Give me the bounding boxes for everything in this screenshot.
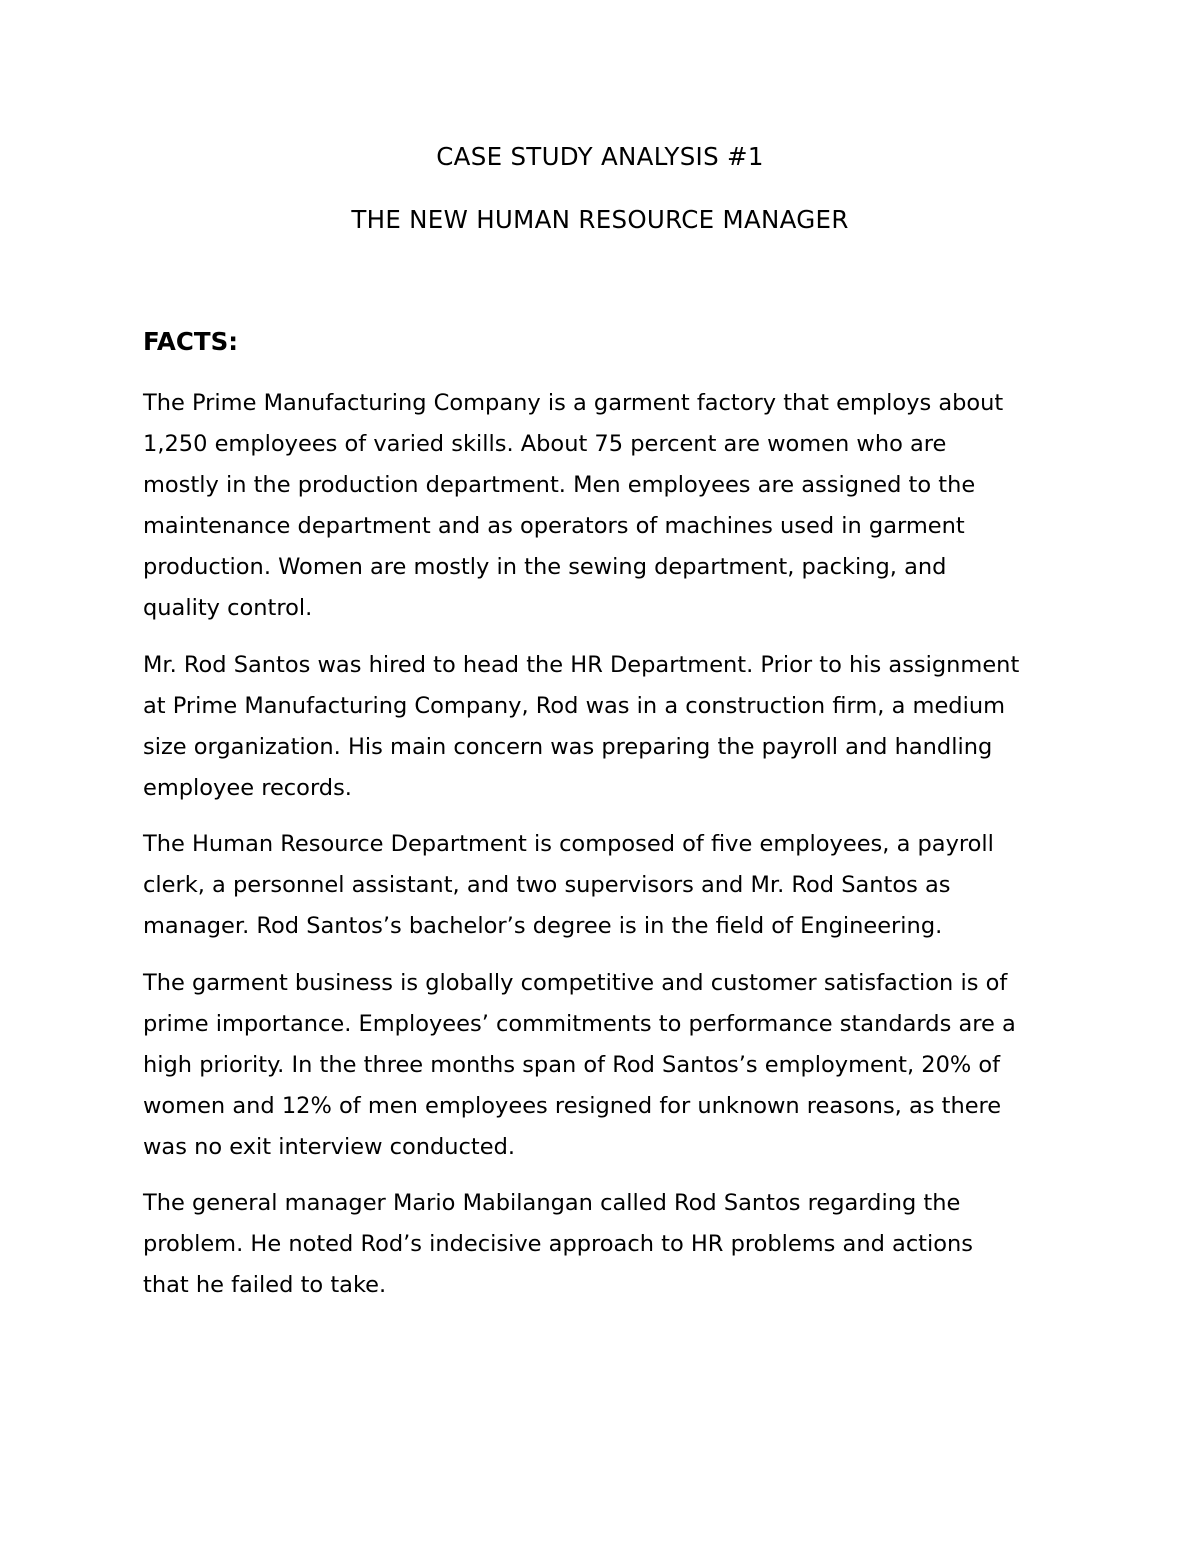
paragraph-hr-department [143,824,1078,947]
paragraph-line: that he failed to take. [143,1272,387,1298]
paragraph-line: employee records. [143,775,352,801]
paragraph-line: was no exit interview conducted. [143,1134,516,1160]
paragraph-line: 1,250 employees of varied skills. About 75 percent are women who are [143,431,947,457]
document-subtitle: THE NEW HUMAN RESOURCE MANAGER [351,205,849,234]
paragraph-line: The Prime Manufacturing Company is a garment factory that employs about [143,390,1004,416]
paragraph-rod-santos-background [143,645,1078,809]
paragraph-line: clerk, a personnel assistant, and two supervisors and Mr. Rod Santos as [143,872,951,898]
document-title: CASE STUDY ANALYSIS #1 [436,142,764,171]
paragraph-line: The general manager Mario Mabilangan called Rod Santos regarding the [143,1190,961,1216]
paragraph-line: production. Women are mostly in the sewing department, packing, and [143,554,947,580]
paragraph-company-overview [143,383,1078,629]
paragraph-line: at Prime Manufacturing Company, Rod was in a construction firm, a medium [143,693,1005,719]
paragraph-line: prime importance. Employees’ commitments to performance standards are a [143,1011,1016,1037]
paragraph-line: quality control. [143,595,313,621]
paragraph-line: The Human Resource Department is composed of five employees, a payroll [143,831,994,857]
paragraph-line: maintenance department and as operators of machines used in garment [143,513,965,539]
paragraph-general-manager [143,1183,1078,1306]
facts-heading: FACTS: [143,327,239,356]
paragraph-line: women and 12% of men employees resigned for unknown reasons, as there [143,1093,1002,1119]
paragraph-line: The garment business is globally competitive and customer satisfaction is of [143,970,1008,996]
paragraph-line: manager. Rod Santos’s bachelor’s degree is in the field of Engineering. [143,913,943,939]
paragraph-line: Mr. Rod Santos was hired to head the HR Department. Prior to his assignment [143,652,1020,678]
paragraph-line: problem. He noted Rod’s indecisive approach to HR problems and actions [143,1231,974,1257]
paragraph-garment-business [143,963,1078,1168]
paragraph-line: high priority. In the three months span of Rod Santos’s employment, 20% of [143,1052,1001,1078]
paragraph-line: mostly in the production department. Men employees are assigned to the [143,472,976,498]
paragraph-line: size organization. His main concern was preparing the payroll and handling [143,734,993,760]
